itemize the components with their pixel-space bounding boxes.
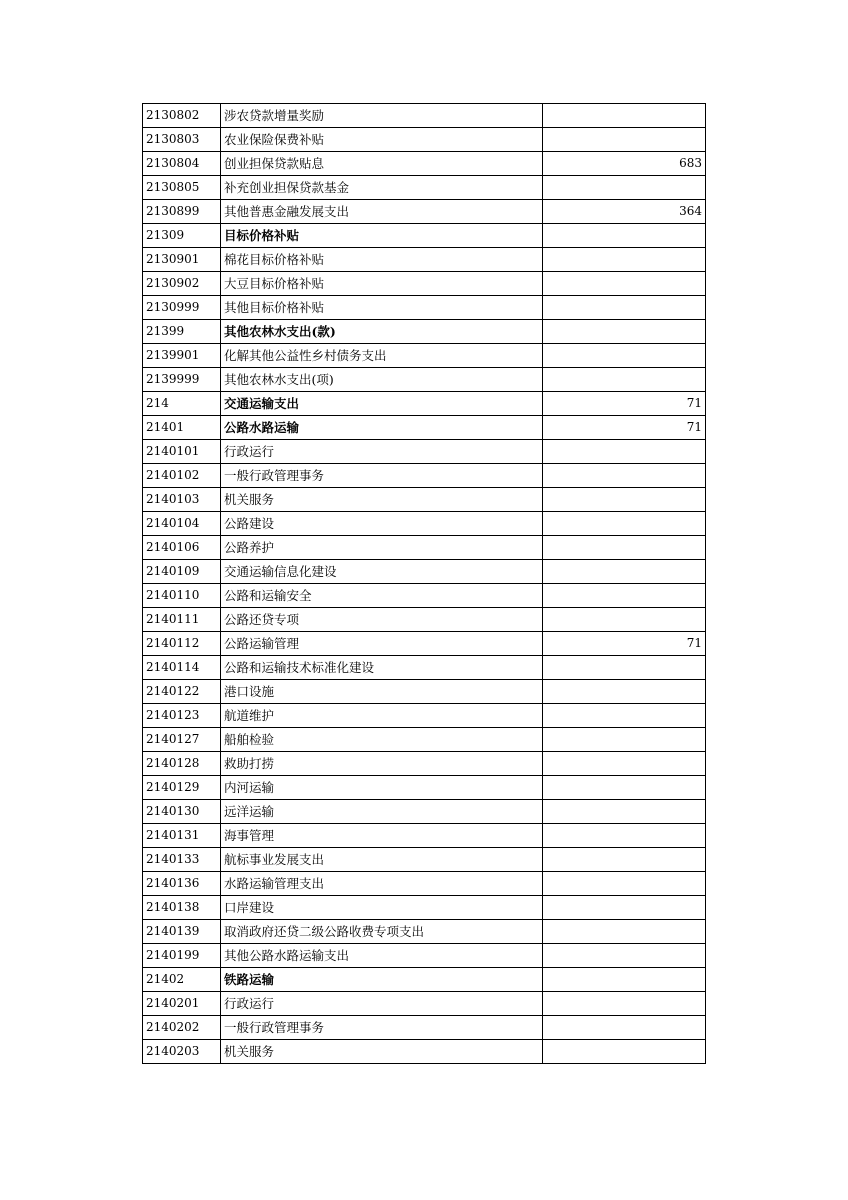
subject-name-cell: 交通运输支出 [221, 392, 543, 416]
subject-code-cell: 2140138 [143, 896, 221, 920]
subject-code-cell: 2140130 [143, 800, 221, 824]
subject-name-cell: 航标事业发展支出 [221, 848, 543, 872]
amount-cell [543, 824, 706, 848]
subject-name-cell: 口岸建设 [221, 896, 543, 920]
table-row [143, 1040, 706, 1064]
table-row [143, 992, 706, 1016]
table-row [143, 176, 706, 200]
amount-cell [543, 728, 706, 752]
subject-code-cell: 2140101 [143, 440, 221, 464]
amount-cell [543, 608, 706, 632]
subject-name-cell: 大豆目标价格补贴 [221, 272, 543, 296]
subject-code-cell: 2140104 [143, 512, 221, 536]
table-row [143, 800, 706, 824]
table-row [143, 632, 706, 656]
table-row [143, 344, 706, 368]
subject-code-cell: 2140127 [143, 728, 221, 752]
table-row [143, 1016, 706, 1040]
amount-cell [543, 992, 706, 1016]
amount-cell [543, 224, 706, 248]
table-row [143, 440, 706, 464]
subject-name-cell: 一般行政管理事务 [221, 1016, 543, 1040]
subject-name-cell: 公路和运输技术标准化建设 [221, 656, 543, 680]
subject-name-cell: 补充创业担保贷款基金 [221, 176, 543, 200]
table-row [143, 944, 706, 968]
amount-cell [543, 920, 706, 944]
subject-code-cell: 2139999 [143, 368, 221, 392]
table-row [143, 680, 706, 704]
subject-name-cell: 行政运行 [221, 992, 543, 1016]
subject-code-cell: 2140122 [143, 680, 221, 704]
table-row [143, 464, 706, 488]
table-row [143, 536, 706, 560]
amount-cell [543, 1040, 706, 1064]
amount-cell [543, 776, 706, 800]
subject-name-cell: 其他农林水支出(项) [221, 368, 543, 392]
table-row [143, 752, 706, 776]
table-row [143, 200, 706, 224]
amount-cell [543, 248, 706, 272]
amount-cell [543, 800, 706, 824]
amount-cell [543, 488, 706, 512]
budget-table [142, 103, 706, 1064]
subject-code-cell: 21402 [143, 968, 221, 992]
subject-name-cell: 机关服务 [221, 488, 543, 512]
table-row [143, 920, 706, 944]
amount-cell [543, 944, 706, 968]
amount-cell [543, 848, 706, 872]
table-row [143, 968, 706, 992]
subject-name-cell: 涉农贷款增量奖励 [221, 104, 543, 128]
amount-cell [543, 272, 706, 296]
subject-code-cell: 2140128 [143, 752, 221, 776]
subject-name-cell: 其他普惠金融发展支出 [221, 200, 543, 224]
subject-code-cell: 2140106 [143, 536, 221, 560]
table-row [143, 224, 706, 248]
subject-name-cell: 海事管理 [221, 824, 543, 848]
subject-code-cell: 2140112 [143, 632, 221, 656]
amount-cell [543, 872, 706, 896]
table-row [143, 824, 706, 848]
amount-cell [543, 752, 706, 776]
subject-name-cell: 其他目标价格补贴 [221, 296, 543, 320]
subject-name-cell: 其他农林水支出(款) [221, 320, 543, 344]
amount-cell: 71 [543, 392, 706, 416]
subject-name-cell: 行政运行 [221, 440, 543, 464]
subject-code-cell: 21309 [143, 224, 221, 248]
table-row [143, 128, 706, 152]
subject-code-cell: 2130803 [143, 128, 221, 152]
subject-code-cell: 2139901 [143, 344, 221, 368]
table-row [143, 656, 706, 680]
amount-cell [543, 680, 706, 704]
table-row [143, 104, 706, 128]
amount-cell: 683 [543, 152, 706, 176]
subject-code-cell: 2140139 [143, 920, 221, 944]
subject-code-cell: 21401 [143, 416, 221, 440]
table-row [143, 872, 706, 896]
amount-cell: 364 [543, 200, 706, 224]
subject-code-cell: 2140133 [143, 848, 221, 872]
subject-name-cell: 公路运输管理 [221, 632, 543, 656]
subject-name-cell: 远洋运输 [221, 800, 543, 824]
amount-cell [543, 512, 706, 536]
subject-name-cell: 棉花目标价格补贴 [221, 248, 543, 272]
subject-code-cell: 2140203 [143, 1040, 221, 1064]
table-row [143, 416, 706, 440]
subject-name-cell: 一般行政管理事务 [221, 464, 543, 488]
subject-code-cell: 2140136 [143, 872, 221, 896]
amount-cell [543, 440, 706, 464]
table-row [143, 272, 706, 296]
subject-code-cell: 2140103 [143, 488, 221, 512]
subject-name-cell: 公路和运输安全 [221, 584, 543, 608]
subject-name-cell: 目标价格补贴 [221, 224, 543, 248]
amount-cell [543, 968, 706, 992]
subject-code-cell: 21399 [143, 320, 221, 344]
subject-code-cell: 2140129 [143, 776, 221, 800]
amount-cell [543, 1016, 706, 1040]
table-row [143, 392, 706, 416]
subject-name-cell: 公路水路运输 [221, 416, 543, 440]
subject-name-cell: 交通运输信息化建设 [221, 560, 543, 584]
subject-code-cell: 2140102 [143, 464, 221, 488]
table-row [143, 704, 706, 728]
subject-name-cell: 公路养护 [221, 536, 543, 560]
subject-name-cell: 取消政府还贷二级公路收费专项支出 [221, 920, 543, 944]
budget-table-body [143, 104, 706, 1064]
subject-code-cell: 2140110 [143, 584, 221, 608]
subject-name-cell: 机关服务 [221, 1040, 543, 1064]
subject-name-cell: 其他公路水路运输支出 [221, 944, 543, 968]
amount-cell [543, 368, 706, 392]
subject-name-cell: 水路运输管理支出 [221, 872, 543, 896]
amount-cell [543, 464, 706, 488]
amount-cell [543, 536, 706, 560]
subject-name-cell: 内河运输 [221, 776, 543, 800]
table-row [143, 848, 706, 872]
subject-name-cell: 港口设施 [221, 680, 543, 704]
subject-name-cell: 航道维护 [221, 704, 543, 728]
table-row [143, 608, 706, 632]
amount-cell [543, 104, 706, 128]
amount-cell [543, 656, 706, 680]
subject-code-cell: 2140109 [143, 560, 221, 584]
subject-code-cell: 2140131 [143, 824, 221, 848]
table-row [143, 248, 706, 272]
subject-code-cell: 214 [143, 392, 221, 416]
table-row [143, 296, 706, 320]
table-row [143, 560, 706, 584]
amount-cell [543, 320, 706, 344]
subject-name-cell: 化解其他公益性乡村债务支出 [221, 344, 543, 368]
amount-cell [543, 296, 706, 320]
subject-name-cell: 公路还贷专项 [221, 608, 543, 632]
amount-cell [543, 344, 706, 368]
subject-code-cell: 2130901 [143, 248, 221, 272]
subject-name-cell: 铁路运输 [221, 968, 543, 992]
subject-code-cell: 2130999 [143, 296, 221, 320]
amount-cell [543, 896, 706, 920]
table-row [143, 152, 706, 176]
table-row [143, 896, 706, 920]
subject-code-cell: 2130902 [143, 272, 221, 296]
subject-code-cell: 2130804 [143, 152, 221, 176]
amount-cell [543, 704, 706, 728]
table-row [143, 368, 706, 392]
table-row [143, 488, 706, 512]
table-row [143, 320, 706, 344]
table-row [143, 512, 706, 536]
subject-code-cell: 2130899 [143, 200, 221, 224]
subject-code-cell: 2130805 [143, 176, 221, 200]
subject-code-cell: 2140114 [143, 656, 221, 680]
amount-cell [543, 176, 706, 200]
table-row [143, 776, 706, 800]
amount-cell [543, 128, 706, 152]
subject-code-cell: 2130802 [143, 104, 221, 128]
subject-code-cell: 2140201 [143, 992, 221, 1016]
table-row [143, 728, 706, 752]
amount-cell [543, 560, 706, 584]
subject-name-cell: 创业担保贷款贴息 [221, 152, 543, 176]
subject-name-cell: 救助打捞 [221, 752, 543, 776]
subject-name-cell: 船舶检验 [221, 728, 543, 752]
subject-code-cell: 2140111 [143, 608, 221, 632]
amount-cell: 71 [543, 416, 706, 440]
table-row [143, 584, 706, 608]
subject-code-cell: 2140202 [143, 1016, 221, 1040]
subject-code-cell: 2140199 [143, 944, 221, 968]
amount-cell [543, 584, 706, 608]
subject-name-cell: 农业保险保费补贴 [221, 128, 543, 152]
amount-cell: 71 [543, 632, 706, 656]
subject-name-cell: 公路建设 [221, 512, 543, 536]
subject-code-cell: 2140123 [143, 704, 221, 728]
